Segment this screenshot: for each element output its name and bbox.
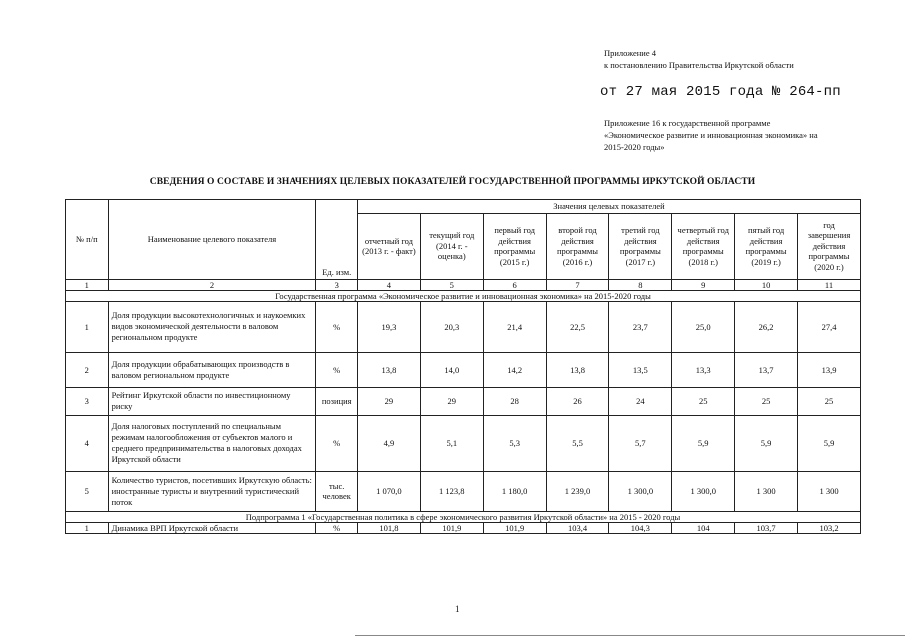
indicator-name: Доля налоговых поступлений по специальным режимам налогообложения от субъектов малого и среднего предпринимательства в налоговых доходах Иркутской области [108,415,316,471]
column-number: 3 [316,279,358,290]
indicator-value: 29 [420,387,483,415]
indicator-value: 27,4 [798,301,861,352]
indicator-value: 1 070,0 [358,471,421,511]
indicator-value: 5,7 [609,415,672,471]
indicator-value: 25 [798,387,861,415]
indicators-table [65,199,861,534]
indicator-value: 25,0 [672,301,735,352]
col-header-name: Наименование целевого показателя [108,200,316,280]
row-number: 2 [66,352,109,387]
indicator-value: 1 300 [798,471,861,511]
indicator-value: 13,8 [546,352,609,387]
column-number: 11 [798,279,861,290]
appendix-note [604,47,794,71]
indicator-value: 5,3 [483,415,546,471]
col-header-year: третий год действия программы (2017 г.) [609,213,672,279]
indicator-value: 13,8 [358,352,421,387]
indicator-value: 24 [609,387,672,415]
table-row [66,471,861,511]
indicator-value: 13,3 [672,352,735,387]
table-row [66,415,861,471]
appendix-line: 2015-2020 годы» [604,142,665,152]
indicator-value: 1 239,0 [546,471,609,511]
col-header-year: второй год действия программы (2016 г.) [546,213,609,279]
indicator-name: Доля продукции высокотехнологичных и наукоемких видов экономической деятельности в валовом региональном продукте [108,301,316,352]
column-number: 6 [483,279,546,290]
appendix-line: к постановлению Правительства Иркутской области [604,60,794,70]
col-header-values-group: Значения целевых показателей [358,200,861,214]
table-row [66,352,861,387]
col-header-year: пятый год действия программы (2019 г.) [735,213,798,279]
table-row [66,387,861,415]
indicator-name: Доля продукции обрабатывающих производств в валовом региональном продукте [108,352,316,387]
indicator-value: 101,9 [483,522,546,533]
indicator-value: 1 123,8 [420,471,483,511]
section-row [66,511,861,522]
indicator-value: 5,9 [735,415,798,471]
indicator-value: 25 [735,387,798,415]
column-number: 4 [358,279,421,290]
indicator-value: 20,3 [420,301,483,352]
indicator-name: Рейтинг Иркутской области по инвестиционному риску [108,387,316,415]
section-row [66,290,861,301]
indicator-name: Динамика ВРП Иркутской области [108,522,316,533]
table-row [66,301,861,352]
col-header-unit: Ед. изм. [316,200,358,280]
column-number: 8 [609,279,672,290]
column-numbers-row [66,279,861,290]
indicator-value: 13,5 [609,352,672,387]
indicator-value: 103,7 [735,522,798,533]
indicator-value: 21,4 [483,301,546,352]
column-number: 1 [66,279,109,290]
indicator-value: 26,2 [735,301,798,352]
indicator-value: 14,2 [483,352,546,387]
indicator-value: 101,8 [358,522,421,533]
col-header-year: отчетный год (2013 г. - факт) [358,213,421,279]
col-header-year: текущий год (2014 г. - оценка) [420,213,483,279]
indicator-unit: % [316,301,358,352]
column-number: 2 [108,279,316,290]
indicator-value: 13,7 [735,352,798,387]
indicator-value: 29 [358,387,421,415]
col-header-year: четвертый год действия программы (2018 г.) [672,213,735,279]
indicator-value: 5,9 [798,415,861,471]
section-title: Подпрограмма 1 «Государственная политика в сфере экономического развития Иркутской области» на 2015 - 2020 годы [66,511,861,522]
indicator-value: 28 [483,387,546,415]
column-number: 9 [672,279,735,290]
row-number: 4 [66,415,109,471]
indicator-value: 22,5 [546,301,609,352]
column-number: 7 [546,279,609,290]
appendix-line: Приложение 4 [604,48,656,58]
indicator-value: 19,3 [358,301,421,352]
page-number: 1 [455,604,460,614]
indicator-unit: % [316,522,358,533]
row-number: 1 [66,301,109,352]
indicator-unit: % [316,352,358,387]
scan-edge-line [355,635,905,636]
row-number: 3 [66,387,109,415]
indicator-unit: позиция [316,387,358,415]
indicator-value: 23,7 [609,301,672,352]
indicator-value: 104,3 [609,522,672,533]
indicator-value: 1 300 [735,471,798,511]
indicator-value: 1 300,0 [672,471,735,511]
indicator-value: 5,1 [420,415,483,471]
document-title: СВЕДЕНИЯ О СОСТАВЕ И ЗНАЧЕНИЯХ ЦЕЛЕВЫХ ПОКАЗАТЕЛЕЙ ГОСУДАРСТВЕННОЙ ПРОГРАММЫ ИРКУТСКОЙ ОБЛАСТИ [149,177,756,187]
indicator-value: 25 [672,387,735,415]
section-title: Государственная программа «Экономическое развитие и инновационная экономика» на 2015-2020 годы [66,290,861,301]
row-number: 5 [66,471,109,511]
col-header-year: первый год действия программы (2015 г.) [483,213,546,279]
indicator-unit: тыс. человек [316,471,358,511]
indicator-value: 101,9 [420,522,483,533]
indicator-value: 5,9 [672,415,735,471]
indicator-unit: % [316,415,358,471]
indicator-name: Количество туристов, посетивших Иркутскую область: иностранные туристы и внутренний туристический поток [108,471,316,511]
indicator-value: 13,9 [798,352,861,387]
table-row [66,522,861,533]
indicator-value: 103,4 [546,522,609,533]
indicator-value: 5,5 [546,415,609,471]
appendix-line: «Экономическое развитие и инновационная экономика» на [604,130,818,140]
indicator-value: 1 180,0 [483,471,546,511]
indicator-value: 104 [672,522,735,533]
column-number: 10 [735,279,798,290]
indicator-value: 26 [546,387,609,415]
indicator-value: 4,9 [358,415,421,471]
indicator-value: 103,2 [798,522,861,533]
indicator-value: 14,0 [420,352,483,387]
appendix-line: Приложение 16 к государственной программе [604,118,771,128]
row-number: 1 [66,522,109,533]
col-header-num: № п/п [66,200,109,280]
indicator-value: 1 300,0 [609,471,672,511]
col-header-year: год завершения действия программы (2020 г.) [798,213,861,279]
column-number: 5 [420,279,483,290]
program-appendix-note [604,117,864,153]
decree-stamp: от 27 мая 2015 года № 264-пп [600,84,841,100]
